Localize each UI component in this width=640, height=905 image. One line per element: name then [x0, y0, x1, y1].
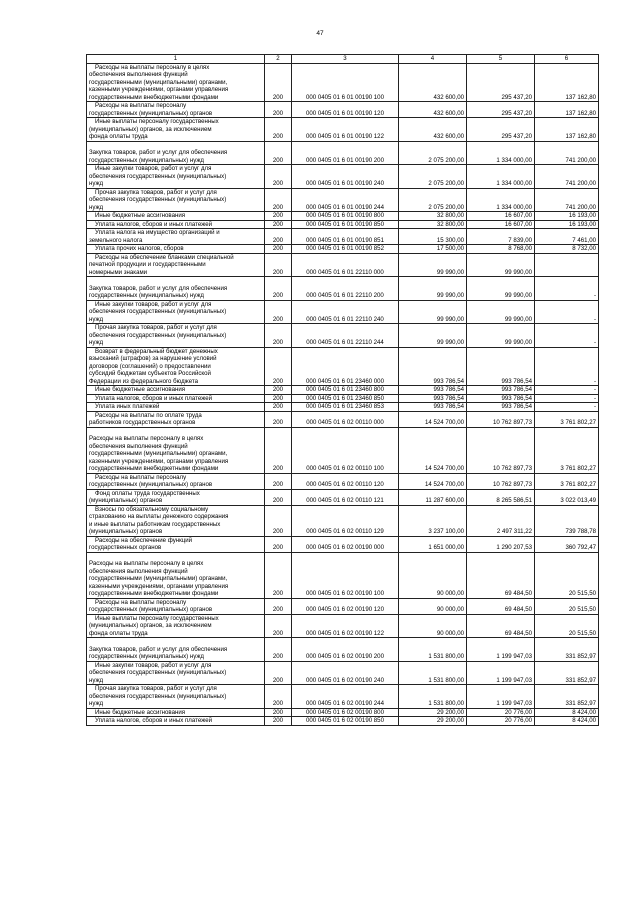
row-budget-classification-code: 000 0405 01 6 02 00190 100	[292, 552, 399, 598]
row-description-text: Закупка товаров, работ и услуг для обеспечения государственных (муниципальных) нужд	[89, 149, 228, 164]
row-budget-classification-code: 000 0405 01 6 01 00190 200	[292, 141, 399, 165]
row-description	[87, 717, 265, 726]
column-header: 3	[292, 55, 399, 64]
row-line-code: 200	[265, 717, 292, 726]
row-budget-classification-code: 000 0405 01 6 02 00110 000	[292, 411, 399, 427]
row-description-text: Иные закупки товаров, работ и услуг для обеспечения государственных (муниципальных) нужд	[89, 165, 227, 187]
table-row	[87, 685, 599, 709]
row-unexecuted-amount: -	[535, 347, 599, 386]
row-budget-classification-code: 000 0405 01 6 01 23460 850	[292, 394, 399, 403]
row-executed-amount: 99 990,00	[467, 324, 535, 348]
row-executed-amount: 16 607,00	[467, 220, 535, 229]
row-approved-amount: 993 786,54	[399, 347, 467, 386]
row-description	[87, 347, 265, 386]
row-description-text: Уплата прочих налогов, сборов	[95, 245, 184, 252]
row-description-text: Прочая закупка товаров, работ и услуг для обеспечения государственных (муниципальных) нужд	[89, 685, 227, 707]
row-description-text: Расходы на выплаты персоналу в целях обеспечения выполнения функций государственными (муниципальными) органами, казенными учреждениями, органами управления государственными внебюджетными фондами	[89, 63, 229, 101]
row-executed-amount: 993 786,54	[467, 403, 535, 412]
row-unexecuted-amount: 331 852,97	[535, 661, 599, 685]
row-unexecuted-amount: 7 461,00	[535, 229, 599, 245]
row-line-code: 200	[265, 300, 292, 324]
table-row	[87, 188, 599, 212]
row-unexecuted-amount: 741 200,00	[535, 141, 599, 165]
row-unexecuted-amount: 8 424,00	[535, 708, 599, 717]
row-description-text: Расходы на обеспечение функций государственных органов	[89, 536, 193, 551]
row-budget-classification-code: 000 0405 01 6 01 00190 240	[292, 165, 399, 189]
row-description	[87, 552, 265, 598]
row-budget-classification-code: 000 0405 01 6 02 00110 120	[292, 473, 399, 489]
row-description-text: Уплата налогов, сборов и иных платежей	[95, 717, 213, 724]
table-row	[87, 552, 599, 598]
row-unexecuted-amount: 741 200,00	[535, 165, 599, 189]
row-line-code: 200	[265, 212, 292, 221]
row-unexecuted-amount: 331 852,97	[535, 685, 599, 709]
row-executed-amount: 1 199 947,03	[467, 685, 535, 709]
row-budget-classification-code: 000 0405 01 6 01 00190 852	[292, 245, 399, 254]
row-executed-amount: 99 990,00	[467, 300, 535, 324]
row-line-code: 200	[265, 188, 292, 212]
row-budget-classification-code: 000 0405 01 6 01 00190 122	[292, 118, 399, 142]
row-executed-amount: 69 484,50	[467, 598, 535, 614]
row-description-text: Уплата налогов, сборов и иных платежей	[95, 220, 213, 228]
row-executed-amount: 1 199 947,03	[467, 638, 535, 662]
row-unexecuted-amount: 20 515,50	[535, 552, 599, 598]
row-line-code: 200	[265, 63, 292, 102]
row-unexecuted-amount: 3 022 013,49	[535, 489, 599, 505]
row-description	[87, 118, 265, 142]
table-row	[87, 102, 599, 118]
row-unexecuted-amount: 16 193,00	[535, 220, 599, 229]
row-budget-classification-code: 000 0405 01 6 01 23460 853	[292, 403, 399, 412]
row-line-code: 200	[265, 536, 292, 552]
row-approved-amount: 3 237 100,00	[399, 505, 467, 536]
row-executed-amount: 1 334 000,00	[467, 165, 535, 189]
row-executed-amount: 10 762 897,73	[467, 427, 535, 473]
row-executed-amount: 69 484,50	[467, 552, 535, 598]
row-description	[87, 102, 265, 118]
budget-table-body	[87, 55, 599, 726]
row-description	[87, 638, 265, 662]
table-row	[87, 708, 599, 717]
row-description-text: Прочая закупка товаров, работ и услуг для обеспечения государственных (муниципальных) нужд	[89, 188, 227, 211]
row-approved-amount: 1 651 000,00	[399, 536, 467, 552]
row-budget-classification-code: 000 0405 01 6 02 00190 850	[292, 717, 399, 726]
row-description	[87, 536, 265, 552]
row-budget-classification-code: 000 0405 01 6 01 22110 000	[292, 253, 399, 277]
table-row	[87, 403, 599, 412]
table-row	[87, 141, 599, 165]
budget-table	[86, 54, 599, 726]
row-line-code: 200	[265, 324, 292, 348]
row-approved-amount: 2 075 200,00	[399, 165, 467, 189]
row-line-code: 200	[265, 229, 292, 245]
row-executed-amount: 295 437,20	[467, 63, 535, 102]
row-budget-classification-code: 000 0405 01 6 02 00110 100	[292, 427, 399, 473]
row-description-text: Прочая закупка товаров, работ и услуг для обеспечения государственных (муниципальных) нужд	[89, 324, 227, 346]
table-row	[87, 324, 599, 348]
row-unexecuted-amount: 8 424,00	[535, 717, 599, 726]
table-row	[87, 717, 599, 726]
row-executed-amount: 1 334 000,00	[467, 188, 535, 212]
row-approved-amount: 29 200,00	[399, 717, 467, 726]
row-approved-amount: 90 000,00	[399, 552, 467, 598]
row-approved-amount: 14 524 700,00	[399, 411, 467, 427]
row-line-code: 200	[265, 277, 292, 301]
row-line-code: 200	[265, 165, 292, 189]
column-header: 4	[399, 55, 467, 64]
table-row	[87, 63, 599, 102]
row-description-text: Расходы на выплаты персоналу государственных (муниципальных) органов	[89, 102, 213, 117]
row-executed-amount: 2 497 311,22	[467, 505, 535, 536]
row-approved-amount: 90 000,00	[399, 598, 467, 614]
table-row	[87, 638, 599, 662]
row-unexecuted-amount: 20 515,50	[535, 614, 599, 638]
row-description	[87, 220, 265, 229]
row-approved-amount: 993 786,54	[399, 403, 467, 412]
row-executed-amount: 1 334 000,00	[467, 141, 535, 165]
row-description	[87, 489, 265, 505]
row-description	[87, 708, 265, 717]
row-line-code: 200	[265, 102, 292, 118]
row-unexecuted-amount: -	[535, 300, 599, 324]
row-description-text: Закупка товаров, работ и услуг для обеспечения государственных (муниципальных) нужд	[89, 645, 228, 660]
row-description-text: Расходы на обеспечение бланками специальной печатной продукции и государственными номерными знаками	[89, 253, 234, 276]
row-description	[87, 505, 265, 536]
row-description	[87, 598, 265, 614]
table-row	[87, 598, 599, 614]
table-row	[87, 614, 599, 638]
row-approved-amount: 32 800,00	[399, 220, 467, 229]
row-budget-classification-code: 000 0405 01 6 02 00190 000	[292, 536, 399, 552]
row-approved-amount: 99 990,00	[399, 253, 467, 277]
row-approved-amount: 1 531 800,00	[399, 661, 467, 685]
table-row	[87, 220, 599, 229]
row-budget-classification-code: 000 0405 01 6 02 00190 120	[292, 598, 399, 614]
row-unexecuted-amount: 3 761 802,27	[535, 427, 599, 473]
row-executed-amount: 20 776,00	[467, 717, 535, 726]
row-budget-classification-code: 000 0405 01 6 02 00190 200	[292, 638, 399, 662]
row-budget-classification-code: 000 0405 01 6 01 00190 100	[292, 63, 399, 102]
row-description	[87, 324, 265, 348]
row-executed-amount: 993 786,54	[467, 386, 535, 395]
row-line-code: 200	[265, 141, 292, 165]
row-description	[87, 229, 265, 245]
row-description-text: Уплата иных платежей	[95, 403, 160, 410]
table-row	[87, 505, 599, 536]
row-unexecuted-amount: 739 788,78	[535, 505, 599, 536]
table-row	[87, 118, 599, 142]
row-executed-amount: 10 762 897,73	[467, 473, 535, 489]
row-executed-amount: 993 786,54	[467, 347, 535, 386]
row-line-code: 200	[265, 403, 292, 412]
row-description-text: Взносы по обязательному социальному страхованию на выплаты денежного содержания и иные выплаты работникам государственных (муниципальных) органов	[89, 505, 229, 535]
row-line-code: 200	[265, 220, 292, 229]
row-description-text: Уплата налога на имущество организаций и земельного налога	[89, 229, 220, 244]
table-row	[87, 277, 599, 301]
row-approved-amount: 432 600,00	[399, 63, 467, 102]
row-executed-amount: 8 768,00	[467, 245, 535, 254]
row-line-code: 200	[265, 473, 292, 489]
row-line-code: 200	[265, 552, 292, 598]
row-approved-amount: 432 600,00	[399, 102, 467, 118]
table-row	[87, 245, 599, 254]
table-row	[87, 347, 599, 386]
row-unexecuted-amount: -	[535, 403, 599, 412]
row-description-text: Расходы на выплаты персоналу в целях обеспечения выполнения функций государственными (муниципальными) органами, казенными учреждениями, органами управления государственными внебюджетными фондами	[89, 560, 229, 597]
table-row	[87, 229, 599, 245]
row-approved-amount: 1 531 800,00	[399, 685, 467, 709]
row-unexecuted-amount: 137 162,80	[535, 118, 599, 142]
row-description-text: Расходы на выплаты персоналу государственных (муниципальных) органов	[89, 473, 213, 488]
row-description-text: Иные бюджетные ассигнования	[95, 212, 186, 219]
row-budget-classification-code: 000 0405 01 6 02 00190 240	[292, 661, 399, 685]
row-line-code: 200	[265, 386, 292, 395]
row-description	[87, 141, 265, 165]
row-description-text: Иные закупки товаров, работ и услуг для обеспечения государственных (муниципальных) нужд	[89, 661, 227, 684]
row-approved-amount: 32 800,00	[399, 212, 467, 221]
row-description-text: Фонд оплаты труда государственных (муниципальных) органов	[89, 489, 200, 504]
row-description	[87, 277, 265, 301]
row-description	[87, 165, 265, 189]
row-executed-amount: 993 786,54	[467, 394, 535, 403]
row-description	[87, 212, 265, 221]
row-approved-amount: 14 524 700,00	[399, 427, 467, 473]
row-unexecuted-amount: 137 162,80	[535, 102, 599, 118]
row-executed-amount: 295 437,20	[467, 102, 535, 118]
row-unexecuted-amount: -	[535, 394, 599, 403]
row-unexecuted-amount	[535, 253, 599, 277]
row-description	[87, 386, 265, 395]
table-row	[87, 165, 599, 189]
column-header: 6	[535, 55, 599, 64]
row-unexecuted-amount: 741 200,00	[535, 188, 599, 212]
table-row	[87, 536, 599, 552]
row-line-code: 200	[265, 598, 292, 614]
row-line-code: 200	[265, 253, 292, 277]
page-number: 47	[316, 30, 324, 37]
table-row	[87, 212, 599, 221]
row-description	[87, 253, 265, 277]
row-description	[87, 394, 265, 403]
row-description	[87, 473, 265, 489]
row-description-text: Иные выплаты персоналу государственных (муниципальных) органов, за исключением фонда оплаты труда	[89, 614, 219, 637]
row-executed-amount: 295 437,20	[467, 118, 535, 142]
row-description-text: Расходы на выплаты персоналу государственных (муниципальных) органов	[89, 598, 213, 613]
table-row	[87, 253, 599, 277]
row-unexecuted-amount: 8 732,00	[535, 245, 599, 254]
row-description-text: Иные бюджетные ассигнования	[95, 386, 186, 393]
row-unexecuted-amount: 360 792,47	[535, 536, 599, 552]
row-description-text: Иные закупки товаров, работ и услуг для обеспечения государственных (муниципальных) нужд	[89, 300, 227, 323]
row-line-code: 200	[265, 118, 292, 142]
row-budget-classification-code: 000 0405 01 6 01 00190 800	[292, 212, 399, 221]
row-description-text: Иные выплаты персоналу государственных (муниципальных) органов, за исключением фонда оплаты труда	[89, 118, 219, 140]
table-row	[87, 489, 599, 505]
row-budget-classification-code: 000 0405 01 6 02 00110 121	[292, 489, 399, 505]
row-executed-amount: 20 776,00	[467, 708, 535, 717]
row-description	[87, 188, 265, 212]
row-budget-classification-code: 000 0405 01 6 01 00190 244	[292, 188, 399, 212]
row-unexecuted-amount: 3 761 802,27	[535, 411, 599, 427]
row-executed-amount: 10 762 897,73	[467, 411, 535, 427]
row-approved-amount: 99 990,00	[399, 324, 467, 348]
row-description-text: Расходы на выплаты по оплате труда работников государственных органов	[89, 411, 202, 426]
row-line-code: 200	[265, 661, 292, 685]
row-description-text: Иные бюджетные ассигнования	[95, 708, 186, 716]
table-row	[87, 386, 599, 395]
row-budget-classification-code: 000 0405 01 6 02 00110 129	[292, 505, 399, 536]
row-unexecuted-amount: 16 193,00	[535, 212, 599, 221]
row-approved-amount: 993 786,54	[399, 386, 467, 395]
row-budget-classification-code: 000 0405 01 6 01 22110 200	[292, 277, 399, 301]
row-approved-amount: 99 990,00	[399, 277, 467, 301]
row-budget-classification-code: 000 0405 01 6 01 00190 851	[292, 229, 399, 245]
row-description-text: Возврат в федеральный бюджет денежных взысканий (штрафов) за нарушение условий договоров (соглашений) о предоставлении субсидий бюджетам субъектов Российской Федерации из федерального бюджета	[89, 347, 218, 385]
row-budget-classification-code: 000 0405 01 6 02 00190 800	[292, 708, 399, 717]
row-executed-amount: 8 265 586,51	[467, 489, 535, 505]
column-header: 2	[265, 55, 292, 64]
column-header: 1	[87, 55, 265, 64]
row-executed-amount: 1 199 947,03	[467, 661, 535, 685]
table-row	[87, 394, 599, 403]
table-row	[87, 661, 599, 685]
row-approved-amount: 15 300,00	[399, 229, 467, 245]
row-approved-amount: 993 786,54	[399, 394, 467, 403]
table-row	[87, 473, 599, 489]
row-line-code: 200	[265, 347, 292, 386]
row-executed-amount: 99 990,00	[467, 253, 535, 277]
table-row	[87, 411, 599, 427]
row-approved-amount: 11 287 600,00	[399, 489, 467, 505]
column-header-row	[87, 55, 599, 64]
row-unexecuted-amount: 3 761 802,27	[535, 473, 599, 489]
row-line-code: 200	[265, 685, 292, 709]
row-executed-amount: 69 484,50	[467, 614, 535, 638]
row-approved-amount: 14 524 700,00	[399, 473, 467, 489]
row-unexecuted-amount: -	[535, 324, 599, 348]
row-approved-amount: 2 075 200,00	[399, 188, 467, 212]
row-executed-amount: 1 290 207,53	[467, 536, 535, 552]
row-line-code: 200	[265, 394, 292, 403]
table-row	[87, 427, 599, 473]
row-description	[87, 403, 265, 412]
row-line-code: 200	[265, 708, 292, 717]
row-description	[87, 63, 265, 102]
row-approved-amount: 90 000,00	[399, 614, 467, 638]
row-description-text: Уплата налогов, сборов и иных платежей	[95, 394, 213, 402]
table-row	[87, 300, 599, 324]
row-line-code: 200	[265, 245, 292, 254]
row-description	[87, 614, 265, 638]
row-unexecuted-amount: 331 852,97	[535, 638, 599, 662]
row-unexecuted-amount: 137 162,80	[535, 63, 599, 102]
row-description	[87, 411, 265, 427]
row-unexecuted-amount: -	[535, 386, 599, 395]
row-unexecuted-amount: -	[535, 277, 599, 301]
row-budget-classification-code: 000 0405 01 6 01 00190 850	[292, 220, 399, 229]
row-budget-classification-code: 000 0405 01 6 01 00190 120	[292, 102, 399, 118]
row-description-text: Закупка товаров, работ и услуг для обеспечения государственных (муниципальных) нужд	[89, 284, 228, 299]
row-description	[87, 685, 265, 709]
row-description	[87, 661, 265, 685]
row-line-code: 200	[265, 505, 292, 536]
column-header: 5	[467, 55, 535, 64]
row-description	[87, 300, 265, 324]
row-description-text: Расходы на выплаты персоналу в целях обеспечения выполнения функций государственными (муниципальными) органами, казенными учреждениями, органами управления государственными внебюджетными фондами	[89, 435, 229, 472]
row-executed-amount: 99 990,00	[467, 277, 535, 301]
row-description	[87, 245, 265, 254]
row-approved-amount: 1 531 800,00	[399, 638, 467, 662]
row-budget-classification-code: 000 0405 01 6 01 22110 240	[292, 300, 399, 324]
row-line-code: 200	[265, 638, 292, 662]
row-budget-classification-code: 000 0405 01 6 02 00190 122	[292, 614, 399, 638]
row-description	[87, 427, 265, 473]
row-executed-amount: 16 607,00	[467, 212, 535, 221]
row-line-code: 200	[265, 427, 292, 473]
row-approved-amount: 29 200,00	[399, 708, 467, 717]
row-line-code: 200	[265, 411, 292, 427]
row-approved-amount: 432 600,00	[399, 118, 467, 142]
row-line-code: 200	[265, 489, 292, 505]
row-executed-amount: 7 839,00	[467, 229, 535, 245]
row-approved-amount: 17 500,00	[399, 245, 467, 254]
row-line-code: 200	[265, 614, 292, 638]
row-approved-amount: 99 990,00	[399, 300, 467, 324]
row-unexecuted-amount: 20 515,50	[535, 598, 599, 614]
row-budget-classification-code: 000 0405 01 6 01 22110 244	[292, 324, 399, 348]
row-budget-classification-code: 000 0405 01 6 01 23460 800	[292, 386, 399, 395]
row-budget-classification-code: 000 0405 01 6 02 00190 244	[292, 685, 399, 709]
row-budget-classification-code: 000 0405 01 6 01 23460 000	[292, 347, 399, 386]
row-approved-amount: 2 075 200,00	[399, 141, 467, 165]
